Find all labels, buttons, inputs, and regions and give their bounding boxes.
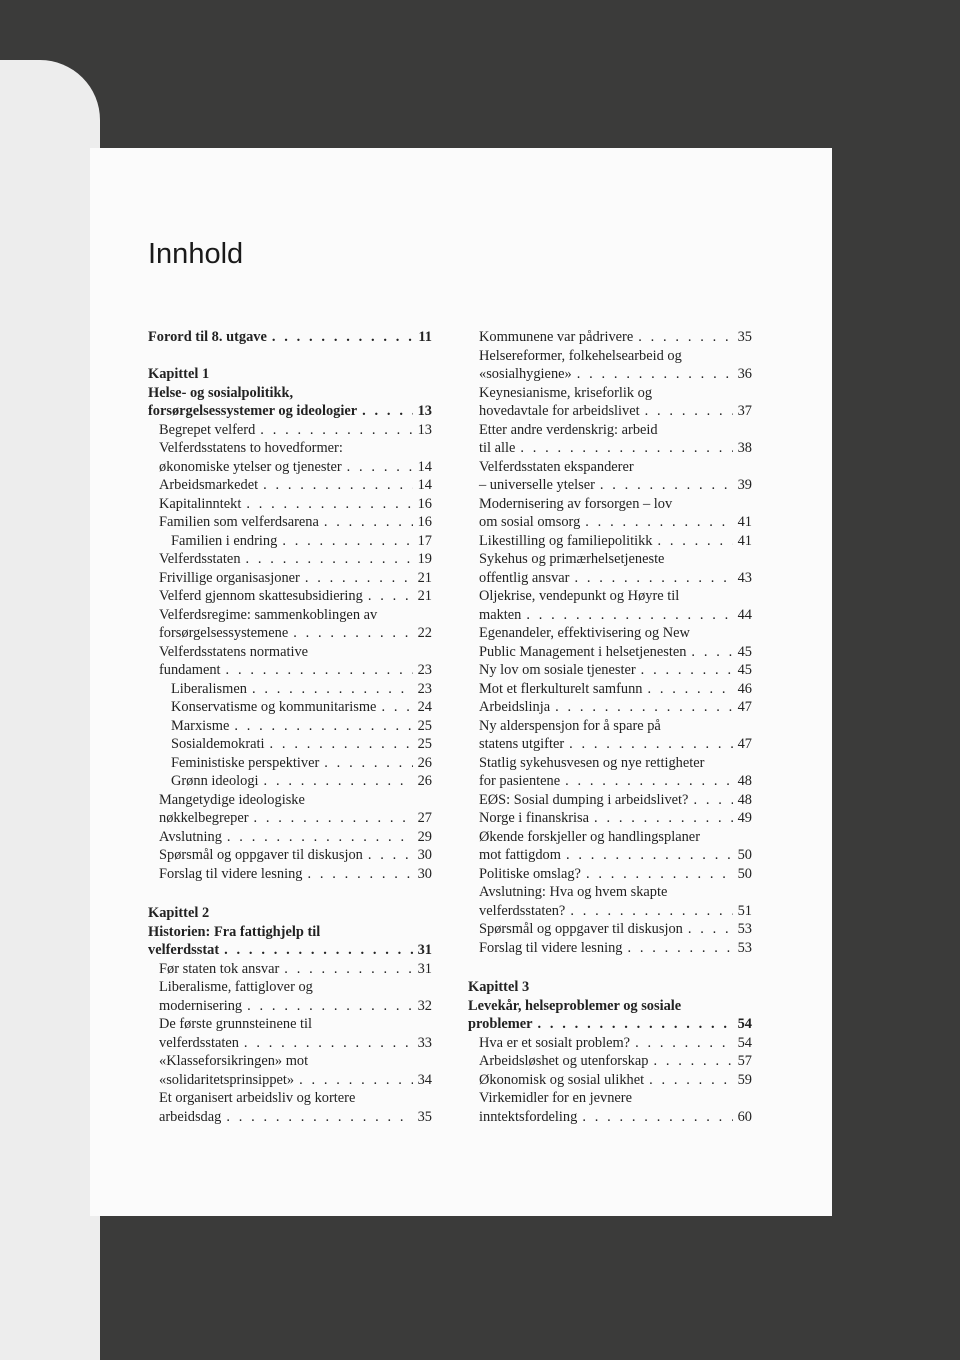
toc-entry-text: Velferdsregime: sammenkoblingen av xyxy=(159,606,378,623)
toc-entry xyxy=(468,883,752,920)
toc-entry-text: forsørgelsessystemer og ideologier xyxy=(148,403,358,419)
toc-entry xyxy=(148,1052,432,1089)
dot-leader xyxy=(368,846,413,865)
dot-leader xyxy=(270,735,413,754)
toc-entry xyxy=(468,587,752,624)
toc-page-number: 34 xyxy=(417,1071,432,1088)
dot-leader xyxy=(227,828,413,847)
toc-entry xyxy=(148,735,432,754)
toc-entry-text: Frivillige organisasjoner xyxy=(159,569,300,586)
dot-leader xyxy=(234,717,412,736)
dot-leader xyxy=(574,569,732,588)
toc-entry-text: statens utgifter xyxy=(479,736,565,752)
toc-entry xyxy=(468,754,752,791)
toc-entry-text: Arbeidslinja xyxy=(479,699,551,715)
toc-page-number: 54 xyxy=(737,1016,752,1032)
toc-entry xyxy=(468,978,752,1034)
dot-leader xyxy=(635,1034,733,1053)
dot-leader xyxy=(693,791,732,810)
toc-page-number: 46 xyxy=(737,680,752,697)
toc-page-number: 54 xyxy=(737,1034,752,1051)
dot-leader xyxy=(565,772,733,791)
toc-entry-text: velferdsstaten xyxy=(159,1034,239,1051)
toc-entry-text: hovedavtale for arbeidslivet xyxy=(479,403,640,419)
toc-entry xyxy=(148,791,432,828)
toc-page-number: 59 xyxy=(737,1071,752,1088)
toc-entry-text: Helse- og sosialpolitikk, xyxy=(148,384,294,401)
toc-page-number: 13 xyxy=(417,403,432,419)
dot-leader xyxy=(293,624,412,643)
toc-page-number: 45 xyxy=(737,662,752,678)
toc-entry-text: «Klasseforsikringen» mot xyxy=(159,1053,309,1069)
toc-entry-text: Kommunene var pådrivere xyxy=(479,329,634,345)
toc-entry-text: Egenandeler, effektivisering og New xyxy=(479,625,690,641)
toc-entry-text: Sosialdemokrati xyxy=(171,736,265,752)
toc-entry xyxy=(468,698,752,717)
toc-entry-text: Marxisme xyxy=(171,717,230,734)
toc-entry xyxy=(148,532,432,551)
toc-page-number: 37 xyxy=(737,403,752,419)
dot-leader xyxy=(600,476,733,495)
toc-entry xyxy=(468,624,752,661)
toc-page-number: 19 xyxy=(417,551,432,567)
toc-entry-text: Levekår, helseproblemer og sosiale xyxy=(468,997,682,1014)
toc-entry-text: velferdsstaten? xyxy=(479,902,566,919)
dot-leader xyxy=(254,809,413,828)
dot-leader xyxy=(324,513,413,532)
toc-entry-text: forsørgelsessystemene xyxy=(159,625,289,641)
toc-entry xyxy=(468,1071,752,1090)
toc-entry xyxy=(468,717,752,754)
toc-entry xyxy=(148,328,432,347)
dot-leader xyxy=(653,1052,732,1071)
toc-entry xyxy=(468,328,752,347)
toc-page-number: 21 xyxy=(417,569,432,586)
toc-entry xyxy=(468,661,752,680)
toc-page-number: 14 xyxy=(417,477,432,493)
dot-leader xyxy=(226,1108,412,1127)
dot-leader xyxy=(347,458,413,477)
dot-leader xyxy=(305,569,413,588)
toc-entry xyxy=(468,865,752,884)
toc-entry-text: makten xyxy=(479,606,522,623)
toc-entry xyxy=(468,791,752,810)
toc-entry xyxy=(148,717,432,736)
toc-page-number: 48 xyxy=(737,773,752,789)
toc-column-right xyxy=(468,328,752,1126)
toc-page-number: 35 xyxy=(737,329,752,345)
toc-page-number: 48 xyxy=(737,791,752,808)
toc-entry xyxy=(148,904,432,960)
toc-entry xyxy=(148,365,432,421)
toc-entry-text: Public Management i helsetjenesten xyxy=(479,643,687,660)
dot-leader xyxy=(647,680,732,699)
toc-entry-text: Forord til 8. utgave xyxy=(148,329,267,345)
toc-page-number: 24 xyxy=(417,699,432,715)
dot-leader xyxy=(282,532,412,551)
toc-entry-text: om sosial omsorg xyxy=(479,514,581,530)
facing-page-edge xyxy=(0,60,100,1360)
toc-entry xyxy=(468,1052,752,1071)
toc-page-number: 23 xyxy=(417,680,432,697)
toc-entry-text: Virkemidler for en jevnere xyxy=(479,1090,632,1106)
toc-page-number: 38 xyxy=(737,440,752,456)
toc-entry xyxy=(148,550,432,569)
toc-entry-text: problemer xyxy=(468,1016,533,1032)
toc-entry-text: Statlig sykehusvesen og nye rettigheter xyxy=(479,754,705,771)
toc-entry xyxy=(148,421,432,440)
toc-entry-text: Forslag til videre lesning xyxy=(159,865,303,882)
toc-entry-text: Kapitalinntekt xyxy=(159,495,242,512)
toc-entry-text: offentlig ansvar xyxy=(479,569,570,586)
toc-page-number: 14 xyxy=(417,458,432,475)
dot-leader xyxy=(272,328,413,347)
dot-leader xyxy=(577,365,733,384)
toc-entry-text: Avslutning: Hva og hvem skapte xyxy=(479,884,668,900)
dot-leader xyxy=(520,439,732,458)
toc-entry-text: Etter andre verdenskrig: arbeid xyxy=(479,421,658,438)
toc-entry xyxy=(468,421,752,458)
toc-page-number: 26 xyxy=(417,754,432,771)
toc-page-number: 45 xyxy=(737,643,752,660)
toc-entry xyxy=(148,476,432,495)
toc-spacer xyxy=(148,883,432,904)
dot-leader xyxy=(688,920,733,939)
dot-leader xyxy=(691,643,732,662)
toc-entry xyxy=(148,828,432,847)
toc-page-number: 25 xyxy=(417,736,432,752)
toc-entry xyxy=(148,587,432,606)
dot-leader xyxy=(555,698,732,717)
toc-entry-text: Avslutning xyxy=(159,828,222,845)
dot-leader xyxy=(649,1071,733,1090)
dot-leader xyxy=(570,902,732,921)
toc-entry-text: Helsereformer, folkehelsearbeid og xyxy=(479,347,682,364)
toc-entry-text: økonomiske ytelser og tjenester xyxy=(159,458,342,475)
toc-entry xyxy=(468,1034,752,1053)
toc-entry-text: Velferdsstatens normative xyxy=(159,643,309,660)
toc-page-number: 53 xyxy=(737,939,752,956)
toc-page-number: 26 xyxy=(417,773,432,789)
dot-leader xyxy=(284,960,412,979)
toc-entry xyxy=(468,458,752,495)
toc-page-number: 41 xyxy=(737,532,752,549)
toc-page-number: 11 xyxy=(418,329,432,345)
toc-entry-text: modernisering xyxy=(159,997,243,1014)
toc-page-number: 31 xyxy=(417,960,432,977)
toc-page-number: 44 xyxy=(737,606,752,623)
dot-leader xyxy=(244,1034,413,1053)
dot-leader xyxy=(263,476,413,495)
dot-leader xyxy=(246,550,413,569)
dot-leader xyxy=(324,754,412,773)
toc-entry-text: Familien i endring xyxy=(171,532,278,549)
toc-page-number: 50 xyxy=(737,865,752,882)
toc-entry-text: Oljekrise, vendepunkt og Høyre til xyxy=(479,588,680,604)
toc-entry-text: Forslag til videre lesning xyxy=(479,939,623,956)
toc-entry-text: Begrepet velferd xyxy=(159,421,256,438)
toc-entry xyxy=(148,846,432,865)
toc-entry-text: Arbeidsløshet og utenforskap xyxy=(479,1053,649,1069)
toc-entry xyxy=(468,384,752,421)
page-title: Innhold xyxy=(148,238,244,270)
toc-entry-text: Kapittel 3 xyxy=(468,979,530,995)
dot-leader xyxy=(362,402,412,421)
toc-entry-text: Historien: Fra fattighjelp til xyxy=(148,923,321,940)
dot-leader xyxy=(582,1108,732,1127)
dot-leader xyxy=(628,939,733,958)
toc-entry-text: Velferdsstaten ekspanderer xyxy=(479,458,634,475)
toc-entry xyxy=(468,828,752,865)
toc-page-number: 30 xyxy=(417,865,432,882)
toc-entry xyxy=(148,680,432,699)
toc-entry xyxy=(148,978,432,1015)
toc-page-number: 16 xyxy=(417,514,432,530)
dot-leader xyxy=(641,661,733,680)
toc-entry-text: Før staten tok ansvar xyxy=(159,960,280,977)
toc-entry-text: Politiske omslag? xyxy=(479,865,581,882)
dot-leader xyxy=(260,421,412,440)
dot-leader xyxy=(264,772,413,791)
toc-spacer xyxy=(148,347,432,366)
dot-leader xyxy=(252,680,413,699)
toc-entry-text: Modernisering av forsorgen – lov xyxy=(479,495,673,512)
toc-entry-text: fundament xyxy=(159,662,221,678)
toc-entry-text: Keynesianisme, kriseforlik og xyxy=(479,384,653,401)
toc-entry-text: Økende forskjeller og handlingsplaner xyxy=(479,828,700,845)
dot-leader xyxy=(368,587,413,606)
toc-page-number: 32 xyxy=(417,997,432,1014)
toc-entry-text: velferdsstat xyxy=(148,942,220,958)
toc-entry-text: EØS: Sosial dumping i arbeidslivet? xyxy=(479,791,689,808)
dot-leader xyxy=(585,513,732,532)
toc-page-number: 47 xyxy=(737,736,752,752)
toc-page-number: 49 xyxy=(737,810,752,826)
toc-entry xyxy=(148,513,432,532)
toc-page-number: 21 xyxy=(417,588,432,604)
toc-entry xyxy=(468,920,752,939)
toc-page-number: 41 xyxy=(737,514,752,530)
toc-entry-text: Spørsmål og oppgaver til diskusjon xyxy=(159,847,363,863)
dot-leader xyxy=(566,846,733,865)
toc-page-number: 47 xyxy=(737,699,752,715)
toc-page-number: 51 xyxy=(737,902,752,919)
dot-leader xyxy=(246,495,412,514)
toc-page-number: 16 xyxy=(417,495,432,512)
dot-leader xyxy=(247,997,412,1016)
toc-entry-text: Arbeidsmarkedet xyxy=(159,477,259,493)
toc-entry-text: Konservatisme og kommunitarisme xyxy=(171,699,377,715)
toc-entry-text: til alle xyxy=(479,440,516,456)
book-page xyxy=(90,148,832,1216)
toc-column-left xyxy=(148,328,432,1126)
toc-entry-text: Hva er et sosialt problem? xyxy=(479,1034,631,1051)
toc-entry-text: Velferdsstatens to hovedformer: xyxy=(159,440,343,456)
toc-entry-text: «sosialhygiene» xyxy=(479,366,572,382)
toc-entry-text: mot fattigdom xyxy=(479,847,561,863)
toc-entry-text: Velferd gjennom skattesubsidiering xyxy=(159,588,363,604)
toc-entry-text: Velferdsstaten xyxy=(159,551,241,567)
toc-entry-text: Mangetydige ideologiske xyxy=(159,791,305,808)
toc-page-number: 25 xyxy=(417,717,432,734)
dot-leader xyxy=(226,661,413,680)
toc-page-number: 13 xyxy=(417,421,432,438)
toc-page-number: 22 xyxy=(417,625,432,641)
toc-entry-text: Norge i finanskrisa xyxy=(479,810,590,826)
toc-entry-text: Grønn ideologi xyxy=(171,773,259,789)
toc-entry-text: for pasientene xyxy=(479,773,561,789)
toc-entry xyxy=(148,1015,432,1052)
toc-page-number: 43 xyxy=(737,569,752,586)
toc-entry xyxy=(148,439,432,476)
toc-entry xyxy=(468,939,752,958)
toc-entry-text: De første grunnsteinene til xyxy=(159,1016,313,1032)
dot-leader xyxy=(537,1015,732,1034)
toc-entry-text: Et organisert arbeidsliv og kortere xyxy=(159,1090,356,1106)
dot-leader xyxy=(657,532,732,551)
toc-entry-text: Ny alderspensjon for å spare på xyxy=(479,717,661,734)
dot-leader xyxy=(381,698,412,717)
toc-entry xyxy=(468,680,752,699)
dot-leader xyxy=(586,865,733,884)
toc-entry xyxy=(148,569,432,588)
toc-entry-text: Kapittel 2 xyxy=(148,905,210,921)
toc-entry-text: Ny lov om sosiale tjenester xyxy=(479,662,636,678)
toc-entry-text: Familien som velferdsarena xyxy=(159,514,319,530)
toc-entry-text: nøkkelbegreper xyxy=(159,810,249,826)
toc-entry-text: arbeidsdag xyxy=(159,1108,222,1125)
toc-entry xyxy=(148,754,432,773)
toc-entry xyxy=(148,772,432,791)
toc-entry-text: Likestilling og familiepolitikk xyxy=(479,532,653,549)
toc-page-number: 29 xyxy=(417,828,432,845)
toc-page-number: 39 xyxy=(737,477,752,493)
toc-entry xyxy=(468,809,752,828)
dot-leader xyxy=(569,735,732,754)
toc-page-number: 53 xyxy=(737,921,752,937)
toc-entry xyxy=(468,532,752,551)
toc-page-number: 23 xyxy=(417,662,432,678)
toc-entry xyxy=(148,960,432,979)
toc-page-number: 35 xyxy=(417,1108,432,1125)
dot-leader xyxy=(224,941,412,960)
toc-entry xyxy=(148,865,432,884)
toc-entry-text: Sykehus og primærhelsetjeneste xyxy=(479,551,665,567)
dot-leader xyxy=(526,606,732,625)
toc-entry xyxy=(468,347,752,384)
toc-page-number: 27 xyxy=(417,810,432,826)
toc-entry xyxy=(148,606,432,643)
toc-entry xyxy=(148,643,432,680)
toc-entry xyxy=(148,1089,432,1126)
toc-entry xyxy=(468,495,752,532)
dot-leader xyxy=(308,865,413,884)
toc-entry xyxy=(468,1089,752,1126)
toc-entry xyxy=(148,495,432,514)
toc-page-number: 50 xyxy=(737,847,752,863)
toc-entry xyxy=(468,550,752,587)
dot-leader xyxy=(299,1071,413,1090)
toc-entry-text: «solidaritetsprinsippet» xyxy=(159,1071,295,1088)
dot-leader xyxy=(645,402,733,421)
toc-page-number: 60 xyxy=(737,1108,752,1125)
toc-page-number: 33 xyxy=(417,1034,432,1051)
toc-entry-text: Mot et flerkulturelt samfunn xyxy=(479,680,643,697)
dot-leader xyxy=(638,328,732,347)
toc-entry-text: Spørsmål og oppgaver til diskusjon xyxy=(479,921,683,937)
toc-page-number: 31 xyxy=(417,942,432,958)
dot-leader xyxy=(594,809,733,828)
toc-entry-text: Liberalismen xyxy=(171,680,247,697)
toc-entry xyxy=(148,698,432,717)
toc-entry-text: inntektsfordeling xyxy=(479,1108,578,1125)
toc-page-number: 30 xyxy=(417,847,432,863)
toc-entry-text: Liberalisme, fattiglover og xyxy=(159,979,313,995)
toc-spacer xyxy=(468,957,752,978)
toc-page-number: 36 xyxy=(737,366,752,382)
toc-page-number: 57 xyxy=(737,1053,752,1069)
toc-entry-text: Økonomisk og sosial ulikhet xyxy=(479,1071,645,1088)
toc-entry-text: – universelle ytelser xyxy=(479,477,595,493)
toc-entry-text: Kapittel 1 xyxy=(148,366,210,382)
toc-page-number: 17 xyxy=(417,532,432,549)
toc-entry-text: Feministiske perspektiver xyxy=(171,754,320,771)
